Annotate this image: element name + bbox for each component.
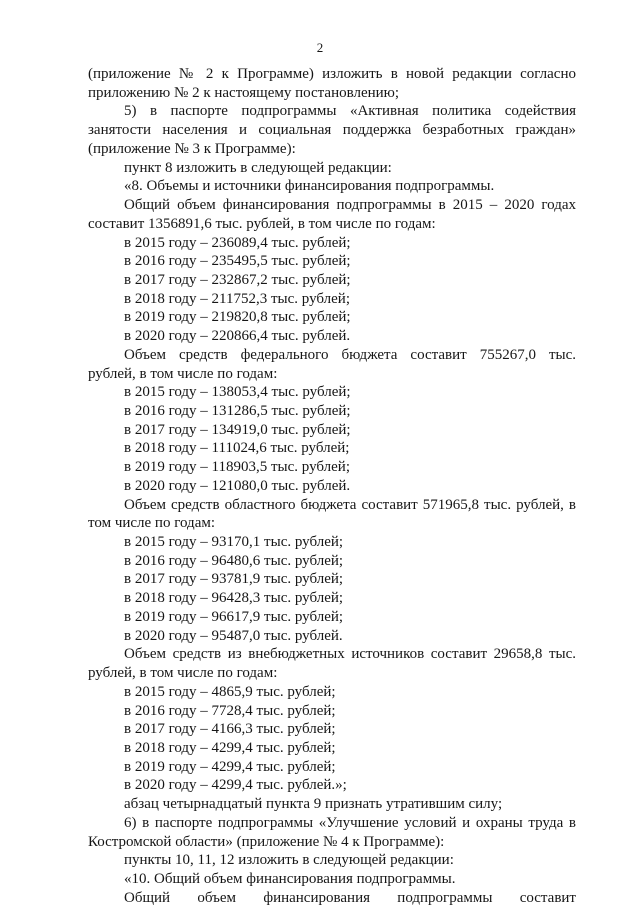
text-line: в 2017 году – 93781,9 тыс. рублей; <box>124 571 344 588</box>
text-line: Общий объем финансирования подпрограммы в 2015 – 2020 годах <box>124 197 576 213</box>
text-line: абзац четырнадцатый пункта 9 признать утратившим силу; <box>124 796 503 813</box>
text-line: в 2017 году – 232867,2 тыс. рублей; <box>124 271 351 288</box>
text-line: Объем средств областного бюджета составит 571965,8 тыс. рублей, в <box>124 496 576 513</box>
text-line: пункты 10, 11, 12 изложить в следующей редакции: <box>124 852 454 869</box>
text-line: в 2019 году – 118903,5 тыс. рублей; <box>124 459 350 476</box>
text-line: «8. Объемы и источники финансирования подпрограммы. <box>124 178 495 195</box>
text-line: в 2015 году – 236089,4 тыс. рублей; <box>124 234 351 251</box>
text-line: в 2018 году – 96428,3 тыс. рублей; <box>124 590 344 607</box>
text-line: в 2019 году – 4299,4 тыс. рублей; <box>124 758 336 775</box>
text-line: 6) в паспорте подпрограммы «Улучшение условий и охраны труда в <box>124 814 576 831</box>
text-line: рублей, в том числе по годам: <box>88 365 278 382</box>
text-line: составит 1356891,6 тыс. рублей, в том числе по годам: <box>88 215 436 232</box>
text-line: в 2020 году – 121080,0 тыс. рублей. <box>124 477 351 494</box>
text-line: «10. Общий объем финансирования подпрограммы. <box>124 871 456 887</box>
text-line: в 2016 году – 131286,5 тыс. рублей; <box>124 403 351 419</box>
text-line: в 2020 году – 220866,4 тыс. рублей. <box>124 328 351 345</box>
text-line: том числе по годам: <box>88 515 216 532</box>
text-line: в 2020 году – 95487,0 тыс. рублей. <box>124 627 343 644</box>
text-line: рублей, в том числе по годам: <box>88 665 278 681</box>
text-line: в 2019 году – 96617,9 тыс. рублей; <box>124 608 344 625</box>
text-line: (приложение № 3 к Программе): <box>88 140 296 157</box>
text-line: в 2015 году – 138053,4 тыс. рублей; <box>124 384 351 401</box>
text-line: в 2017 году – 4166,3 тыс. рублей; <box>124 721 336 738</box>
text-line: Костромской области» (приложение № 4 к Программе): <box>88 833 445 850</box>
text-line: в 2018 году – 211752,3 тыс. рублей; <box>124 290 350 307</box>
text-line: в 2016 году – 235495,5 тыс. рублей; <box>124 253 351 270</box>
text-line: в 2016 году – 7728,4 тыс. рублей; <box>124 702 336 719</box>
text-line: (приложение № 2 к Программе) изложить в новой редакции согласно <box>88 66 576 82</box>
text-line: в 2016 году – 96480,6 тыс. рублей; <box>124 552 344 569</box>
text-line: в 2015 году – 93170,1 тыс. рублей; <box>124 534 344 550</box>
text-line: в 2018 году – 4299,4 тыс. рублей; <box>124 739 336 756</box>
text-line: Общий объем финансирования подпрограммы составит <box>124 889 576 906</box>
text-line: Объем средств из внебюджетных источников составит 29658,8 тыс. <box>124 646 576 663</box>
text-line: занятости населения и социальная поддержка безработных граждан» <box>88 122 576 139</box>
text-line: в 2018 году – 111024,6 тыс. рублей; <box>124 440 350 457</box>
page-number: 2 <box>316 40 324 55</box>
text-line: в 2017 году – 134919,0 тыс. рублей; <box>124 421 351 438</box>
text-line: в 2020 году – 4299,4 тыс. рублей.»; <box>124 777 347 794</box>
text-line: пункт 8 изложить в следующей редакции: <box>124 159 392 176</box>
text-line: в 2015 году – 4865,9 тыс. рублей; <box>124 683 336 700</box>
text-line: Объем средств федерального бюджета составит 755267,0 тыс. <box>124 346 576 363</box>
text-line: в 2019 году – 219820,8 тыс. рублей; <box>124 309 351 326</box>
text-line: приложению № 2 к настоящему постановлению; <box>88 84 400 101</box>
text-line: 5) в паспорте подпрограммы «Активная политика содействия <box>124 103 576 120</box>
